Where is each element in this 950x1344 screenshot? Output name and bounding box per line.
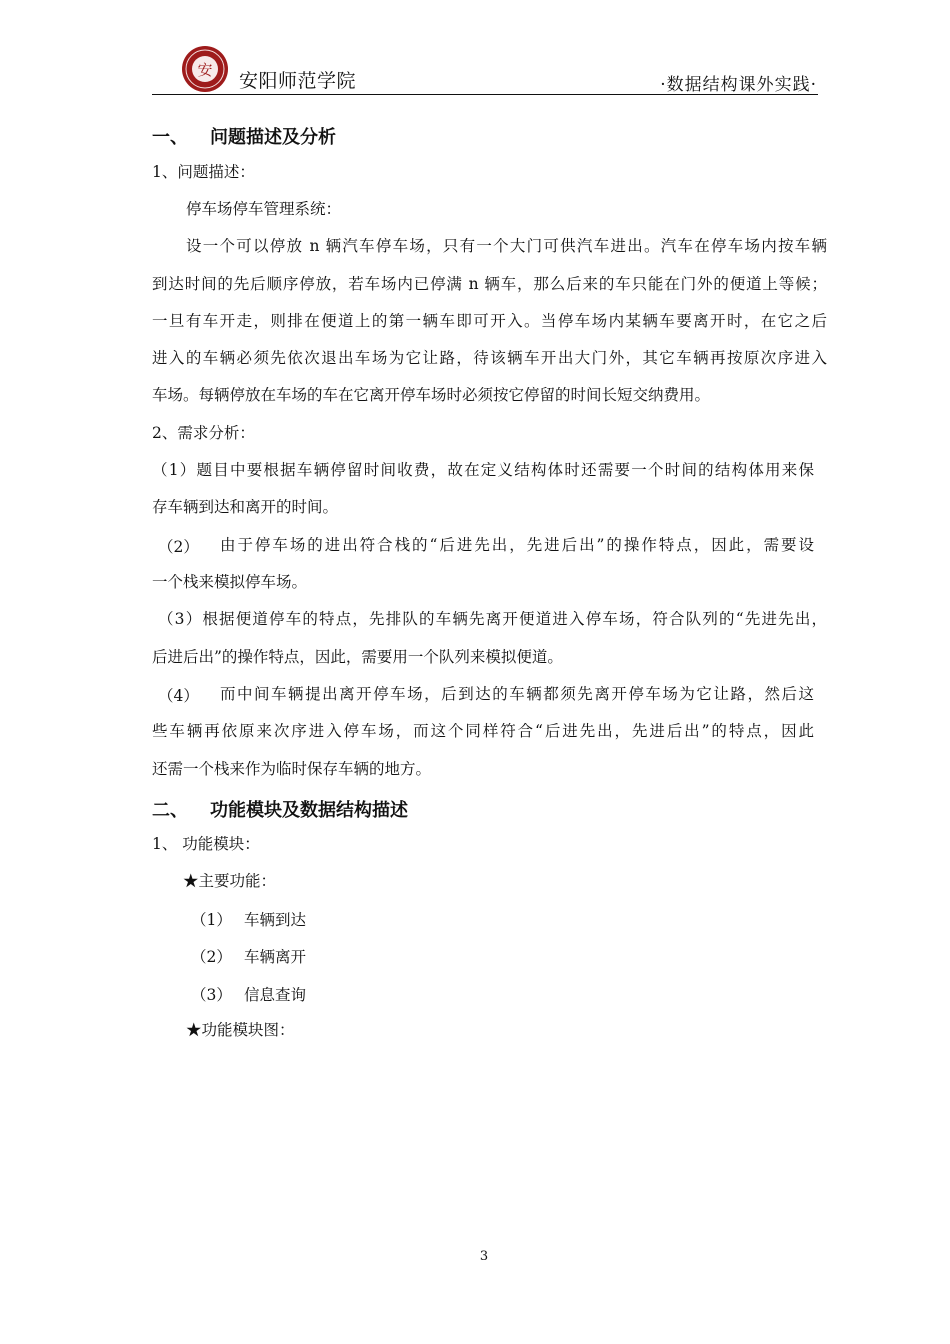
function-name: 车辆到达 [244, 911, 307, 929]
paragraph-line: 车场。每辆停放在车场的车在它离开停车场时必须按它停留的时间长短交纳费用。 [152, 386, 711, 404]
header-divider [152, 94, 818, 95]
analysis-number: （2） [158, 538, 199, 556]
section-title: 问题描述及分析 [210, 127, 336, 148]
analysis-line: （3）根据便道停车的特点，先排队的车辆先离开便道进入停车场，符合队列的“先进先出， [158, 610, 827, 628]
subheading-problem: 1、问题描述： [152, 163, 255, 181]
subheading-analysis: 2、需求分析： [152, 424, 255, 442]
section-title: 功能模块及数据结构描述 [210, 800, 408, 821]
analysis-line: 一个栈来模拟停车场。 [152, 573, 308, 591]
analysis-line: 后进后出”的操作特点，因此，需要用一个队列来模拟便道。 [152, 648, 563, 666]
school-logo-icon [181, 45, 229, 93]
system-name: 停车场停车管理系统： [186, 200, 342, 218]
analysis-line: （1）题目中要根据车辆停留时间收费，故在定义结构体时还需要一个时间的结构体用来保 [152, 461, 814, 479]
paragraph-line: 进入的车辆必须先依次退出车场为它让路，待该辆车开出大门外，其它车辆再按原次序进入 [152, 349, 827, 367]
page-number: 3 [479, 1249, 489, 1264]
paragraph-line: 一旦有车开走，则排在便道上的第一辆车即可开入。当停车场内某辆车要离开时，在它之后 [152, 312, 827, 330]
analysis-line: 还需一个栈来作为临时保存车辆的地方。 [152, 760, 432, 778]
analysis-line: 些车辆再依原来次序进入停车场，而这个同样符合“后进先出，先进后出”的特点，因此 [152, 722, 814, 740]
function-name: 信息查询 [244, 986, 307, 1004]
logo-glyph: 安 [197, 61, 213, 79]
section-number: 二、 [152, 800, 188, 821]
analysis-line: 由于停车场的进出符合栈的“后进先出，先进后出”的操作特点，因此，需要设 [220, 536, 814, 554]
function-item [191, 908, 307, 930]
school-name: 安阳师范学院 [239, 70, 357, 92]
analysis-line: 存车辆到达和离开的时间。 [152, 498, 339, 516]
analysis-line: 而中间车辆提出离开停车场，后到达的车辆都须先离开停车场为它让路，然后这 [220, 685, 814, 703]
paragraph-line: 设一个可以停放 n 辆汽车停车场，只有一个大门可供汽车进出。汽车在停车场内按车辆 [186, 237, 827, 255]
function-number: （2） [191, 948, 232, 966]
section-number: 一、 [152, 127, 188, 148]
section-heading-1 [152, 123, 336, 149]
diagram-label: ★功能模块图： [186, 1021, 295, 1039]
course-title: ·数据结构课外实践· [660, 75, 817, 95]
main-functions-label: ★主要功能： [183, 872, 277, 890]
subheading-modules: 1、 功能模块： [152, 835, 260, 853]
analysis-number: （4） [158, 687, 199, 705]
function-item [191, 945, 307, 967]
function-item [191, 983, 307, 1005]
function-name: 车辆离开 [244, 948, 307, 966]
function-number: （1） [191, 911, 232, 929]
section-heading-2 [152, 796, 408, 822]
function-number: （3） [191, 986, 232, 1004]
paragraph-line: 到达时间的先后顺序停放，若车场内已停满 n 辆车，那么后来的车只能在门外的便道上等候； [152, 275, 827, 293]
